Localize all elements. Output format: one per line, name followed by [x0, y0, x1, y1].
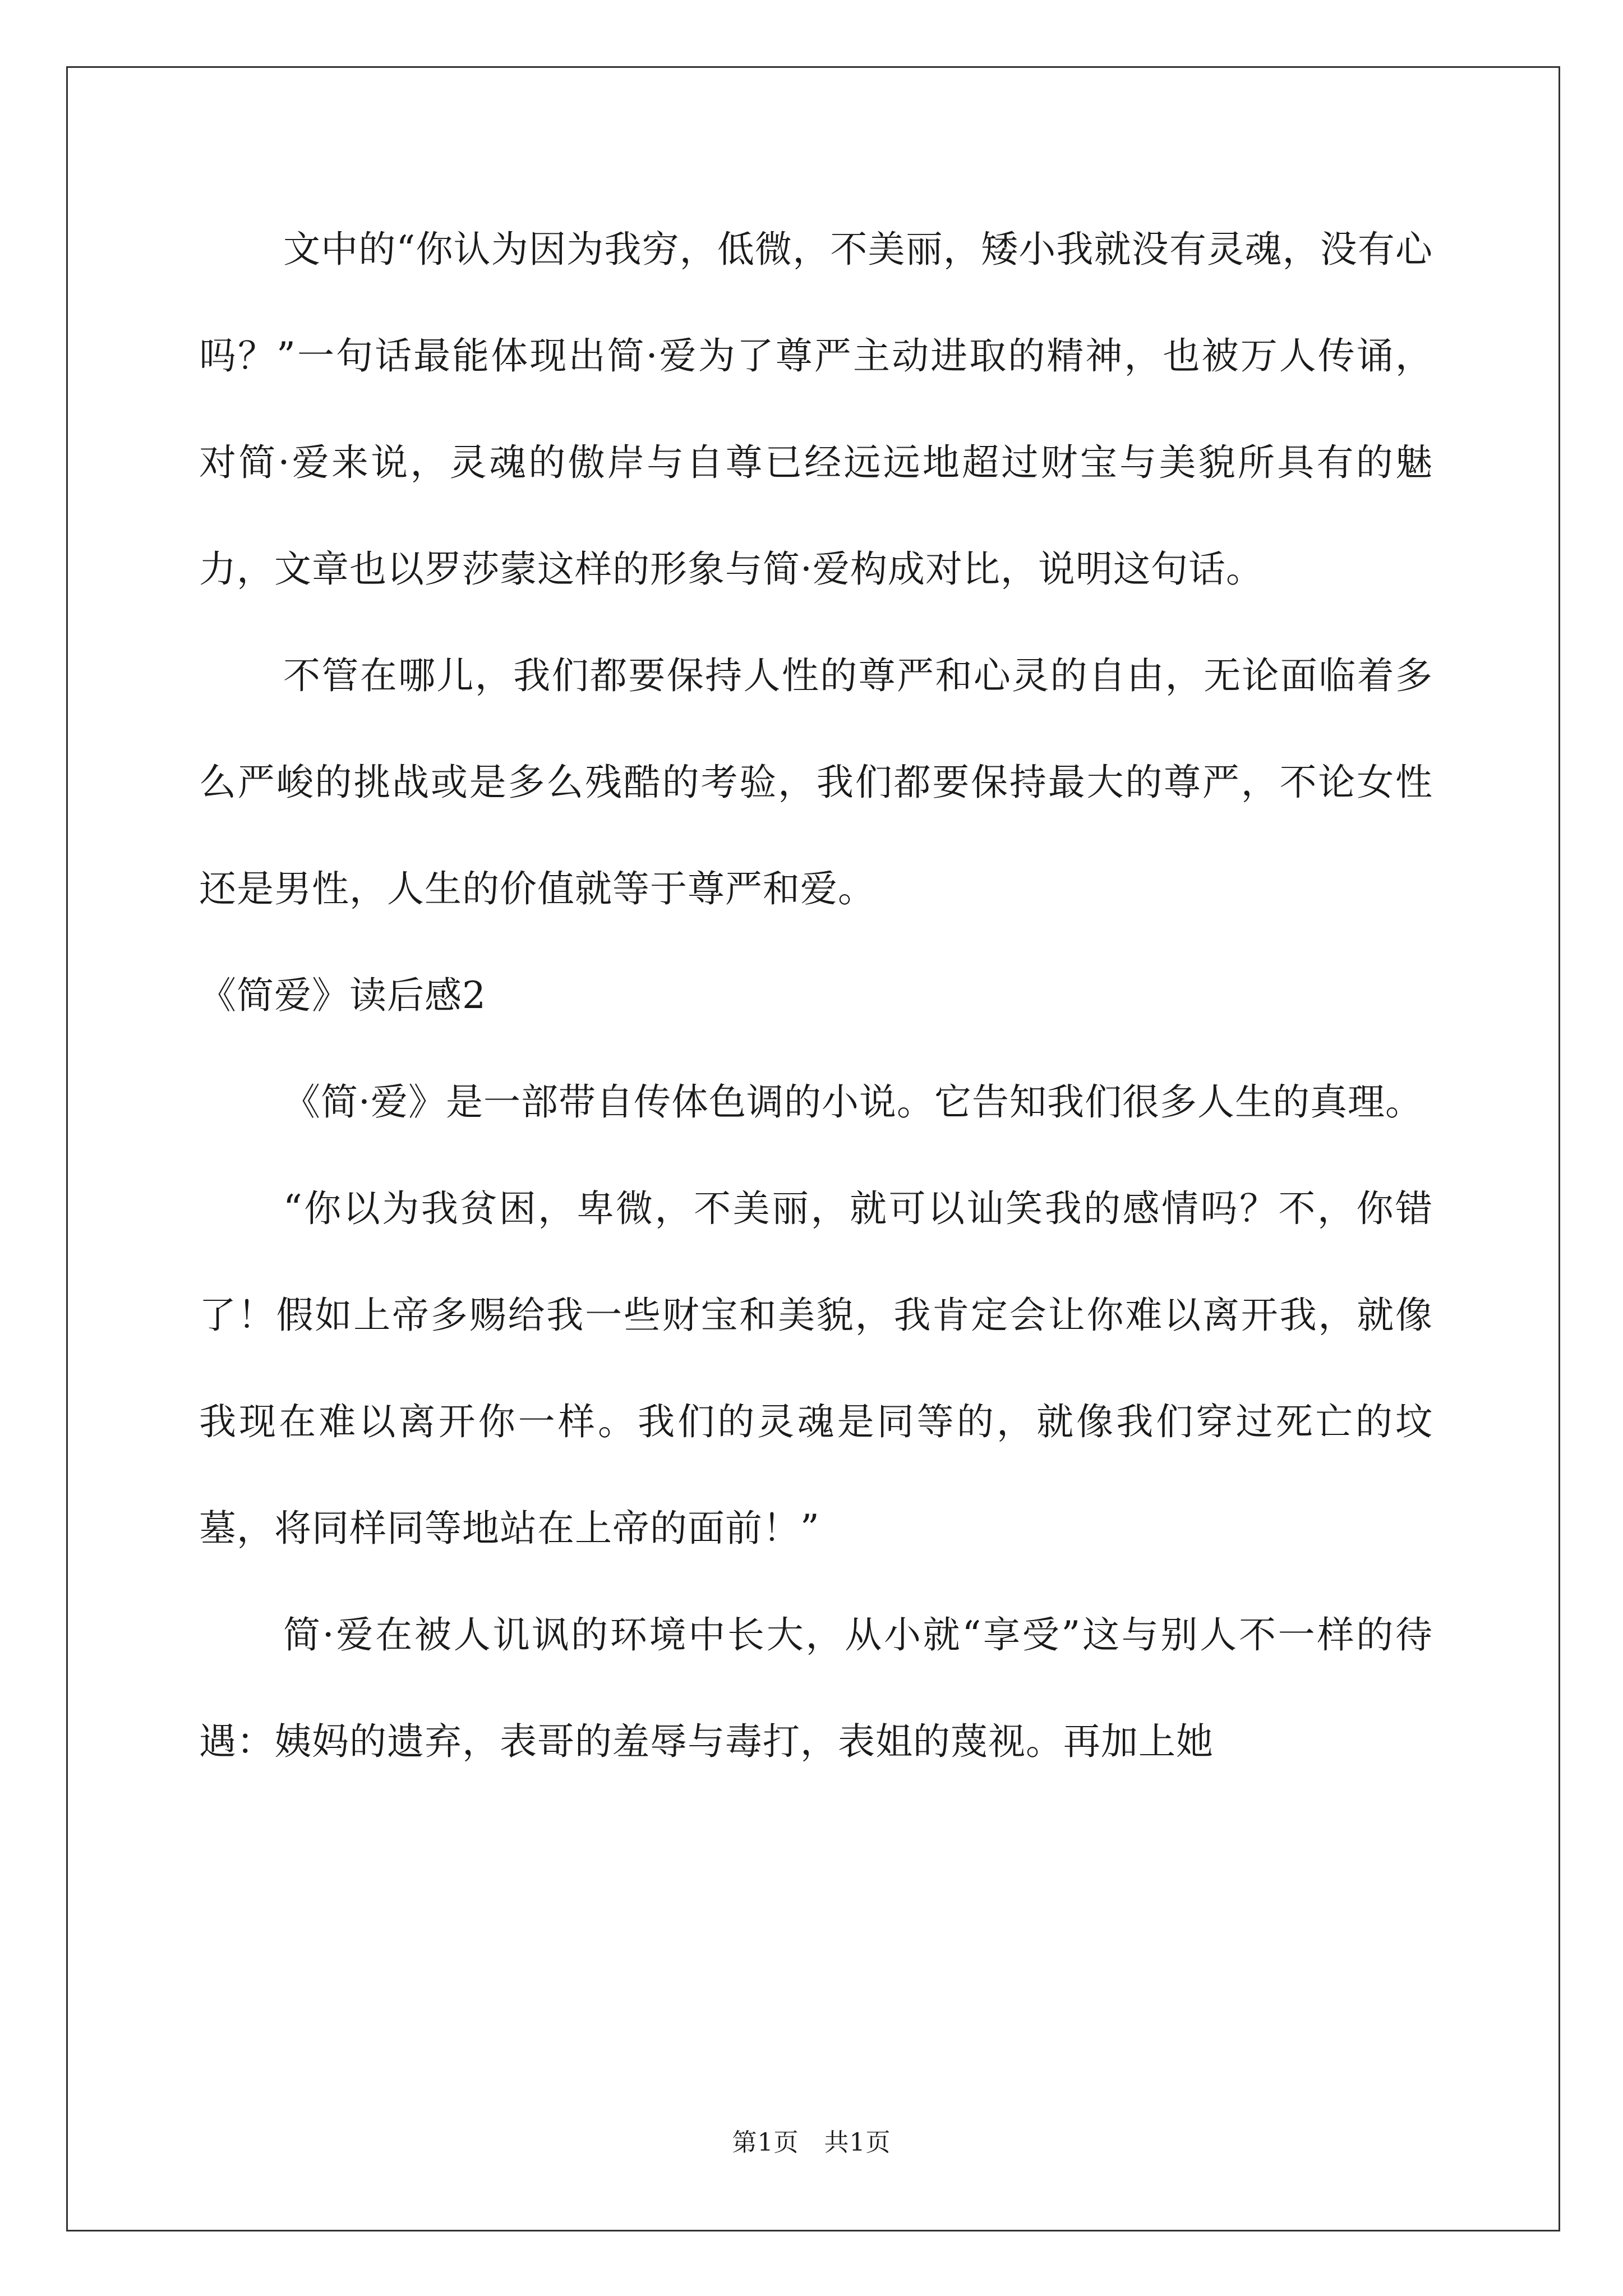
paragraph-3: 《简·爱》是一部带自传体色调的小说。它告知我们很多人生的真理。 — [283, 1080, 1423, 1124]
section-heading: 《简爱》读后感2 — [199, 974, 486, 1017]
paragraph-4: “你以为我贫困，卑微，不美丽，就可以讪笑我的感情吗？不，你错了！假如上帝多赐给我一些财宝和美貌，我肯定会让你难以离开我，就像我现在难以离开你一样。我们的灵魂是同等的，就像我们穿过死亡的坟墓，将同样同等地站在上帝的面前！” — [199, 1187, 1433, 1550]
document-body — [199, 196, 1433, 1795]
paragraph-5: 简·爱在被人讥讽的环境中长大，从小就“享受”这与别人不一样的待遇：姨妈的遗弃，表哥的羞辱与毒打，表姐的蔑视。再加上她 — [199, 1613, 1433, 1763]
page-footer: 第1页 共1页 — [732, 2128, 891, 2157]
paragraph-2: 不管在哪儿，我们都要保持人性的尊严和心灵的自由，无论面临着多么严峻的挑战或是多么残酷的考验，我们都要保持最大的尊严，不论女性还是男性，人生的价值就等于尊严和爱。 — [199, 654, 1433, 910]
paragraph-1: 文中的“你认为因为我穷，低微，不美丽，矮小我就没有灵魂，没有心吗？”一句话最能体现出简·爱为了尊严主动进取的精神，也被万人传诵，对简·爱来说，灵魂的傲岸与自尊已经远远地超过财宝与美貌所具有的魅力，文章也以罗莎蒙这样的形象与简·爱构成对比，说明这句话。 — [199, 228, 1433, 591]
